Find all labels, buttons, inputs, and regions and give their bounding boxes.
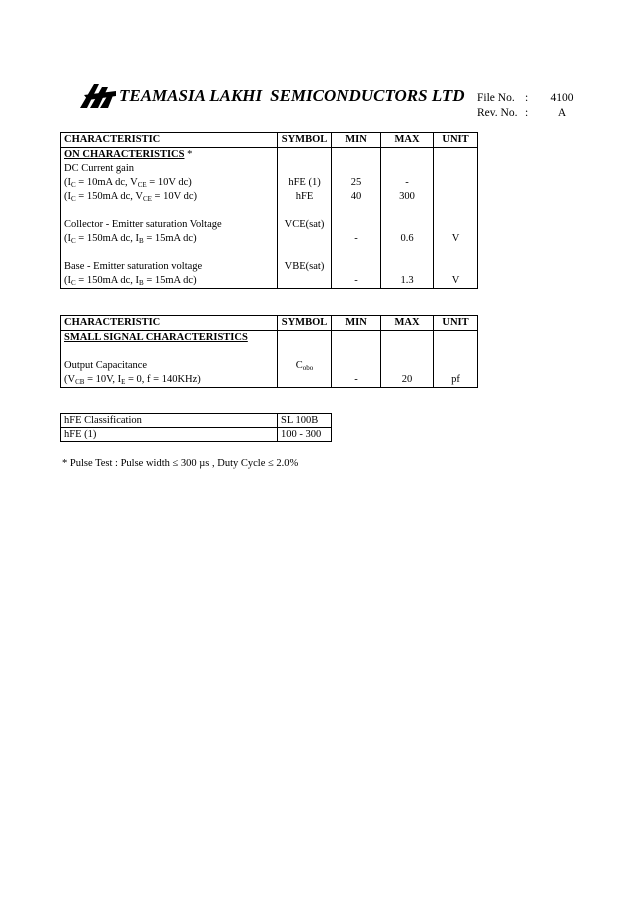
file-no-value: 4100	[550, 92, 574, 104]
section-title: SMALL SIGNAL CHARACTERISTICS	[61, 331, 278, 346]
rev-no-label: Rev. No.	[477, 107, 518, 119]
dc1-condition: ($I_C = 10mA$ dc, $V_{CE} = 10V$ dc)	[61, 176, 278, 190]
vce-max: 0.6	[381, 232, 434, 246]
file-info	[477, 91, 577, 121]
dc-gain-label: DC Current gain	[61, 162, 278, 176]
vce-label: Collector - Emitter saturation Voltage	[61, 218, 278, 232]
vbe-unit: V	[434, 274, 478, 289]
dc2-condition: ($I_C = 150mA$ dc, $V_{CE} = 10V$ dc)	[61, 190, 278, 204]
table-row	[61, 148, 478, 163]
dc2-symbol: hFE	[278, 190, 332, 204]
vbe-symbol: VBE(sat)	[278, 260, 332, 274]
col-symbol: SYMBOL	[278, 316, 332, 331]
file-no-label: File No.	[477, 92, 515, 104]
output-capacitance-label: Output Capacitance	[61, 359, 278, 373]
cobo-symbol: $C_{obo}$	[278, 359, 332, 373]
vce-symbol: VCE(sat)	[278, 218, 332, 232]
company-name-part1: TEAMASIA LAKHI	[119, 86, 263, 105]
small-signal-table	[60, 315, 478, 388]
table-row	[61, 232, 478, 246]
col-characteristic: CHARACTERISTIC	[61, 316, 278, 331]
dc1-min: 25	[332, 176, 381, 190]
classification-label: hFE Classification	[61, 414, 278, 428]
on-characteristics-table	[60, 132, 478, 289]
classification-part: SL 100B	[278, 414, 332, 428]
cobo-max: 20	[381, 373, 434, 388]
classification-hfe-range: 100 - 300	[278, 428, 332, 442]
classification-hfe-label: hFE (1)	[61, 428, 278, 442]
col-min: MIN	[332, 133, 381, 148]
hfe-classification-table	[60, 413, 332, 442]
col-max: MAX	[381, 316, 434, 331]
rev-no-colon: :	[525, 107, 529, 119]
table-row	[61, 218, 478, 232]
table-row	[61, 274, 478, 289]
table-row	[61, 414, 332, 428]
cobo-condition: ($V_{CB} = 10V$, $I_E = 0$, f = 140KHz)	[61, 373, 278, 388]
cobo-min: -	[332, 373, 381, 388]
pulse-test-note: * Pulse Test : Pulse width ≤ 300 µs , Duty Cycle ≤ 2.0%	[62, 458, 299, 469]
file-no-colon: :	[525, 92, 529, 104]
dc1-max: -	[381, 176, 434, 190]
table-row	[61, 190, 478, 204]
table-row	[61, 204, 478, 218]
col-characteristic: CHARACTERISTIC	[61, 133, 278, 148]
table-header-row	[61, 316, 478, 331]
vbe-max: 1.3	[381, 274, 434, 289]
dc2-max: 300	[381, 190, 434, 204]
vbe-condition: ($I_C = 150mA$ dc, $I_B = 15mA$ dc)	[61, 274, 278, 289]
table-row	[61, 359, 478, 373]
rev-no-value: A	[557, 107, 567, 119]
table-row	[61, 246, 478, 260]
table-row	[61, 331, 478, 346]
vbe-label: Base - Emitter saturation voltage	[61, 260, 278, 274]
vce-unit: V	[434, 232, 478, 246]
cobo-unit: pf	[434, 373, 478, 388]
col-unit: UNIT	[434, 133, 478, 148]
table-row	[61, 162, 478, 176]
dc2-min: 40	[332, 190, 381, 204]
company-name	[119, 86, 465, 106]
table-row	[61, 345, 478, 359]
col-max: MAX	[381, 133, 434, 148]
section-title: ON CHARACTERISTICS *	[61, 148, 278, 163]
table-row	[61, 373, 478, 388]
company-name-part2: SEMICONDUCTORS LTD	[270, 86, 465, 105]
table-row	[61, 260, 478, 274]
table-header-row	[61, 133, 478, 148]
vce-min: -	[332, 232, 381, 246]
table-row	[61, 428, 332, 442]
vbe-min: -	[332, 274, 381, 289]
vce-condition: ($I_C = 150mA$ dc, $I_B = 15mA$ dc)	[61, 232, 278, 246]
col-min: MIN	[332, 316, 381, 331]
dc1-symbol: hFE (1)	[278, 176, 332, 190]
table-row	[61, 176, 478, 190]
col-symbol: SYMBOL	[278, 133, 332, 148]
company-logo	[78, 81, 118, 109]
col-unit: UNIT	[434, 316, 478, 331]
